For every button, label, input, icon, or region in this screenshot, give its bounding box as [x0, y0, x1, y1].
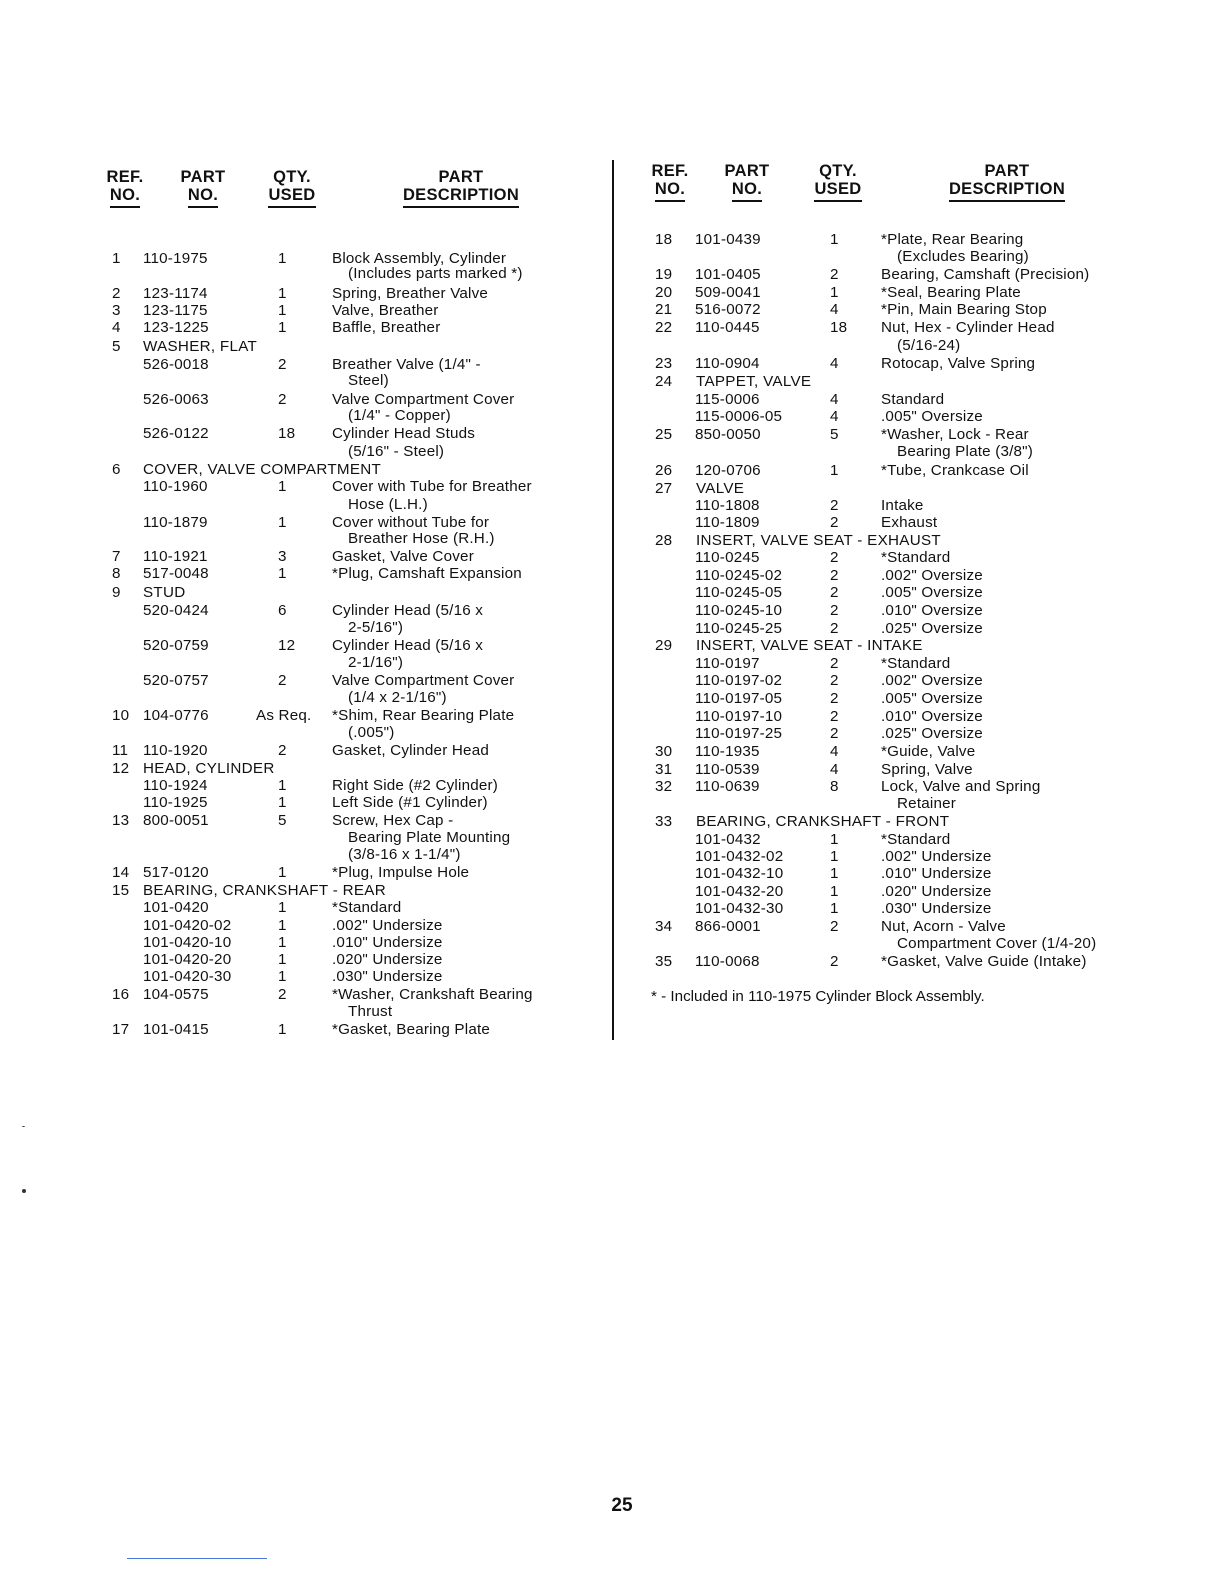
- qty-used: 1: [830, 848, 839, 865]
- part-number: 115-0006-05: [695, 408, 783, 425]
- part-number: 110-0197-02: [695, 672, 783, 689]
- qty-used: 18: [830, 319, 848, 336]
- part-number: 517-0048: [143, 565, 209, 582]
- header-part-no-line2: NO.: [188, 186, 218, 208]
- part-description: *Seal, Bearing Plate: [881, 284, 1021, 301]
- part-description: .025" Oversize: [881, 725, 983, 742]
- ref-number: 27: [655, 480, 673, 497]
- part-number: 110-0245-10: [695, 602, 783, 619]
- part-number: 526-0063: [143, 391, 209, 408]
- part-number: 104-0575: [143, 986, 209, 1003]
- qty-used: 4: [830, 355, 839, 372]
- part-description: Bearing, Camshaft (Precision): [881, 266, 1090, 283]
- part-number: 101-0415: [143, 1021, 209, 1038]
- part-description: *Plug, Camshaft Expansion: [332, 565, 522, 582]
- header-qty-line1: QTY.: [273, 168, 311, 186]
- group-title: BEARING, CRANKSHAFT - FRONT: [696, 813, 950, 830]
- qty-used: 1: [278, 777, 287, 794]
- part-description: Intake: [881, 497, 924, 514]
- part-description: Nut, Hex - Cylinder Head: [881, 319, 1055, 336]
- description-continued: Retainer: [897, 795, 957, 812]
- qty-used: 1: [278, 899, 287, 916]
- part-number: 509-0041: [695, 284, 761, 301]
- part-number: 120-0706: [695, 462, 761, 479]
- qty-used: 1: [830, 831, 839, 848]
- ref-number: 1: [112, 250, 121, 267]
- header-description-line2: DESCRIPTION: [949, 180, 1065, 202]
- part-description: .020" Undersize: [332, 951, 443, 968]
- part-number: 800-0051: [143, 812, 209, 829]
- ref-number: 30: [655, 743, 673, 760]
- qty-used: 2: [830, 725, 839, 742]
- group-title: WASHER, FLAT: [143, 338, 258, 355]
- part-number: 101-0420-02: [143, 917, 232, 934]
- part-description: .002" Undersize: [332, 917, 443, 934]
- part-number: 101-0420: [143, 899, 209, 916]
- qty-used: 4: [830, 743, 839, 760]
- header-description-line1: PART: [438, 168, 484, 186]
- qty-used: 4: [830, 301, 839, 318]
- part-number: 110-1975: [143, 250, 208, 267]
- header-part-no: [174, 168, 232, 208]
- part-description: *Washer, Lock - Rear: [881, 426, 1029, 443]
- part-number: 101-0420-10: [143, 934, 232, 951]
- part-number: 110-0197-05: [695, 690, 783, 707]
- description-continued: (5/16-24): [897, 337, 961, 354]
- ref-number: 21: [655, 301, 673, 318]
- group-title: TAPPET, VALVE: [696, 373, 812, 390]
- qty-used: 2: [278, 986, 287, 1003]
- part-description: *Gasket, Valve Guide (Intake): [881, 953, 1087, 970]
- qty-used: 1: [278, 917, 287, 934]
- description-continued: Bearing Plate (3/8"): [897, 443, 1034, 460]
- part-number: 110-1924: [143, 777, 208, 794]
- part-number: 101-0420-30: [143, 968, 232, 985]
- part-number: 520-0424: [143, 602, 209, 619]
- part-description: .005" Oversize: [881, 408, 983, 425]
- qty-used: 2: [278, 742, 287, 759]
- part-number: 516-0072: [695, 301, 761, 318]
- qty-used: 1: [830, 865, 839, 882]
- description-continued: Thrust: [348, 1003, 393, 1020]
- page-number: 25: [611, 1495, 633, 1516]
- part-number: 110-0245-25: [695, 620, 783, 637]
- qty-used: As Req.: [256, 707, 312, 724]
- part-number: 123-1175: [143, 302, 208, 319]
- part-description: Exhaust: [881, 514, 938, 531]
- part-description: .025" Oversize: [881, 620, 983, 637]
- qty-used: 2: [830, 918, 839, 935]
- part-number: 110-0245-05: [695, 584, 783, 601]
- ref-number: 25: [655, 426, 673, 443]
- part-number: 101-0432-02: [695, 848, 784, 865]
- qty-used: 1: [830, 900, 839, 917]
- qty-used: 4: [830, 391, 839, 408]
- qty-used: 1: [278, 514, 287, 531]
- part-description: Block Assembly, Cylinder: [332, 250, 507, 267]
- description-continued: (1/4 x 2-1/16"): [348, 689, 447, 706]
- qty-used: 1: [278, 285, 287, 302]
- qty-used: 1: [278, 478, 287, 495]
- group-title: BEARING, CRANKSHAFT - REAR: [143, 882, 386, 899]
- scan-edge-line: [127, 1558, 267, 1559]
- part-number: 110-1808: [695, 497, 760, 514]
- part-description: Cylinder Head Studs: [332, 425, 476, 442]
- ref-number: 17: [112, 1021, 130, 1038]
- part-description: .002" Oversize: [881, 567, 983, 584]
- part-description: Left Side (#1 Cylinder): [332, 794, 488, 811]
- part-number: 115-0006: [695, 391, 760, 408]
- part-number: 101-0432-10: [695, 865, 784, 882]
- part-number: 123-1225: [143, 319, 209, 336]
- part-description: *Standard: [881, 831, 951, 848]
- description-continued: (Includes parts marked *): [348, 265, 523, 282]
- part-description: .010" Oversize: [881, 708, 983, 725]
- part-number: 101-0432-20: [695, 883, 784, 900]
- part-description: Nut, Acorn - Valve: [881, 918, 1006, 935]
- qty-used: 2: [830, 584, 839, 601]
- part-description: Standard: [881, 391, 945, 408]
- part-description: Lock, Valve and Spring: [881, 778, 1041, 795]
- qty-used: 1: [278, 250, 287, 267]
- part-description: *Shim, Rear Bearing Plate: [332, 707, 515, 724]
- qty-used: 1: [278, 864, 287, 881]
- qty-used: 1: [278, 794, 287, 811]
- part-description: *Plate, Rear Bearing: [881, 231, 1024, 248]
- qty-used: 2: [830, 690, 839, 707]
- description-continued: Steel): [348, 372, 389, 389]
- part-number: 110-1935: [695, 743, 760, 760]
- part-number: 110-0245: [695, 549, 760, 566]
- qty-used: 2: [830, 266, 839, 283]
- ref-number: 9: [112, 584, 121, 601]
- header-part-no: [718, 162, 776, 202]
- header-qty-line1: QTY.: [819, 162, 857, 180]
- part-description: .002" Oversize: [881, 672, 983, 689]
- description-continued: (Excludes Bearing): [897, 248, 1029, 265]
- qty-used: 3: [278, 548, 287, 565]
- ref-number: 19: [655, 266, 673, 283]
- ref-number: 8: [112, 565, 121, 582]
- part-number: 104-0776: [143, 707, 209, 724]
- ref-number: 33: [655, 813, 673, 830]
- qty-used: 1: [278, 934, 287, 951]
- part-number: 110-0539: [695, 761, 760, 778]
- ref-number: 28: [655, 532, 673, 549]
- part-number: 110-1960: [143, 478, 208, 495]
- qty-used: 1: [830, 883, 839, 900]
- ref-number: 15: [112, 882, 130, 899]
- part-description: Valve Compartment Cover: [332, 391, 515, 408]
- ref-number: 16: [112, 986, 130, 1003]
- qty-used: 2: [830, 620, 839, 637]
- qty-used: 6: [278, 602, 287, 619]
- ref-number: 22: [655, 319, 673, 336]
- part-description: Cover without Tube for: [332, 514, 490, 531]
- header-ref-line1: REF.: [106, 168, 144, 186]
- part-description: Valve Compartment Cover: [332, 672, 515, 689]
- qty-used: 2: [278, 356, 287, 373]
- header-qty: [264, 168, 320, 208]
- ref-number: 31: [655, 761, 673, 778]
- header-qty-line2: USED: [814, 180, 861, 202]
- description-continued: (5/16" - Steel): [348, 443, 445, 460]
- part-description: Gasket, Cylinder Head: [332, 742, 489, 759]
- qty-used: 1: [278, 565, 287, 582]
- header-part-no-line1: PART: [724, 162, 770, 180]
- part-description: Breather Valve (1/4" -: [332, 356, 481, 373]
- part-number: 101-0432-30: [695, 900, 784, 917]
- qty-used: 1: [830, 462, 839, 479]
- part-number: 123-1174: [143, 285, 208, 302]
- qty-used: 2: [830, 708, 839, 725]
- part-number: 110-0197-25: [695, 725, 783, 742]
- ref-number: 32: [655, 778, 673, 795]
- part-number: 110-1879: [143, 514, 208, 531]
- ref-number: 34: [655, 918, 673, 935]
- part-number: 110-0068: [695, 953, 760, 970]
- ref-number: 26: [655, 462, 673, 479]
- part-number: 110-0197: [695, 655, 760, 672]
- part-description: Spring, Valve: [881, 761, 973, 778]
- header-part-no-line1: PART: [180, 168, 226, 186]
- ref-number: 20: [655, 284, 673, 301]
- description-continued: Bearing Plate Mounting: [348, 829, 511, 846]
- description-continued: 2-1/16"): [348, 654, 404, 671]
- header-ref-line2: NO.: [655, 180, 685, 202]
- qty-used: 4: [830, 408, 839, 425]
- part-description: Spring, Breather Valve: [332, 285, 489, 302]
- qty-used: 1: [278, 319, 287, 336]
- qty-used: 18: [278, 425, 296, 442]
- part-number: 110-1809: [695, 514, 760, 531]
- part-number: 110-0197-10: [695, 708, 783, 725]
- part-description: Valve, Breather: [332, 302, 439, 319]
- header-description-line2: DESCRIPTION: [403, 186, 519, 208]
- qty-used: 8: [830, 778, 839, 795]
- group-title: INSERT, VALVE SEAT - EXHAUST: [696, 532, 941, 549]
- description-continued: (3/8-16 x 1-1/4"): [348, 846, 461, 863]
- part-description: *Standard: [332, 899, 402, 916]
- part-number: 526-0018: [143, 356, 209, 373]
- part-number: 520-0757: [143, 672, 209, 689]
- qty-used: 5: [278, 812, 287, 829]
- part-number: 101-0439: [695, 231, 761, 248]
- description-continued: (1/4" - Copper): [348, 407, 451, 424]
- part-description: Baffle, Breather: [332, 319, 441, 336]
- part-number: 110-1921: [143, 548, 208, 565]
- part-number: 101-0432: [695, 831, 761, 848]
- part-description: .005" Oversize: [881, 690, 983, 707]
- qty-used: 1: [278, 1021, 287, 1038]
- group-title: VALVE: [696, 480, 745, 497]
- part-number: 110-0639: [695, 778, 760, 795]
- header-ref: [649, 162, 691, 202]
- ref-number: 3: [112, 302, 121, 319]
- part-description: Cover with Tube for Breather: [332, 478, 532, 495]
- qty-used: 1: [278, 968, 287, 985]
- qty-used: 4: [830, 761, 839, 778]
- group-title: INSERT, VALVE SEAT - INTAKE: [696, 637, 923, 654]
- qty-used: 2: [278, 391, 287, 408]
- qty-used: 2: [830, 567, 839, 584]
- ref-number: 35: [655, 953, 673, 970]
- part-number: 101-0405: [695, 266, 761, 283]
- header-description: [396, 168, 526, 208]
- ref-number: 24: [655, 373, 673, 390]
- part-description: Rotocap, Valve Spring: [881, 355, 1036, 372]
- ref-number: 12: [112, 760, 130, 777]
- part-number: 101-0420-20: [143, 951, 232, 968]
- ref-number: 4: [112, 319, 121, 336]
- ref-number: 14: [112, 864, 130, 881]
- qty-used: 12: [278, 637, 296, 654]
- part-number: 850-0050: [695, 426, 761, 443]
- group-title: STUD: [143, 584, 186, 601]
- scan-speck: [22, 1189, 26, 1193]
- part-description: Cylinder Head (5/16 x: [332, 602, 484, 619]
- ref-number: 13: [112, 812, 130, 829]
- part-number: 110-0245-02: [695, 567, 783, 584]
- qty-used: 2: [830, 514, 839, 531]
- part-description: *Guide, Valve: [881, 743, 976, 760]
- header-qty: [810, 162, 866, 202]
- part-description: .010" Undersize: [881, 865, 992, 882]
- qty-used: 1: [278, 951, 287, 968]
- qty-used: 2: [830, 953, 839, 970]
- header-ref-line1: REF.: [651, 162, 689, 180]
- qty-used: 1: [830, 231, 839, 248]
- qty-used: 2: [830, 655, 839, 672]
- part-description: .002" Undersize: [881, 848, 992, 865]
- header-ref: [104, 168, 146, 208]
- part-number: 526-0122: [143, 425, 209, 442]
- ref-number: 23: [655, 355, 673, 372]
- header-part-no-line2: NO.: [732, 180, 762, 202]
- part-description: .030" Undersize: [881, 900, 992, 917]
- description-continued: Breather Hose (R.H.): [348, 530, 495, 547]
- ref-number: 6: [112, 461, 121, 478]
- group-title: HEAD, CYLINDER: [143, 760, 275, 777]
- header-description-line1: PART: [984, 162, 1030, 180]
- part-description: .010" Undersize: [332, 934, 443, 951]
- part-description: *Gasket, Bearing Plate: [332, 1021, 491, 1038]
- part-description: .020" Undersize: [881, 883, 992, 900]
- part-number: 110-0445: [695, 319, 760, 336]
- part-description: .030" Undersize: [332, 968, 443, 985]
- header-ref-line2: NO.: [110, 186, 140, 208]
- part-number: 110-1925: [143, 794, 208, 811]
- ref-number: 11: [112, 742, 129, 759]
- qty-used: 2: [278, 672, 287, 689]
- header-qty-line2: USED: [268, 186, 315, 208]
- part-description: .010" Oversize: [881, 602, 983, 619]
- ref-number: 5: [112, 338, 121, 355]
- part-description: *Standard: [881, 655, 951, 672]
- qty-used: 2: [830, 672, 839, 689]
- part-number: 866-0001: [695, 918, 761, 935]
- part-description: Cylinder Head (5/16 x: [332, 637, 484, 654]
- part-description: .005" Oversize: [881, 584, 983, 601]
- ref-number: 7: [112, 548, 121, 565]
- qty-used: 1: [278, 302, 287, 319]
- part-description: Right Side (#2 Cylinder): [332, 777, 499, 794]
- ref-number: 18: [655, 231, 673, 248]
- part-description: *Washer, Crankshaft Bearing: [332, 986, 533, 1003]
- qty-used: 2: [830, 549, 839, 566]
- ref-number: 29: [655, 637, 673, 654]
- part-description: *Pin, Main Bearing Stop: [881, 301, 1047, 318]
- scan-speck: [22, 1126, 25, 1127]
- qty-used: 2: [830, 602, 839, 619]
- description-continued: Hose (L.H.): [348, 496, 428, 513]
- column-divider: [612, 160, 614, 1040]
- part-description: Gasket, Valve Cover: [332, 548, 474, 565]
- description-continued: Compartment Cover (1/4-20): [897, 935, 1097, 952]
- ref-number: 10: [112, 707, 130, 724]
- qty-used: 1: [830, 284, 839, 301]
- ref-number: 2: [112, 285, 121, 302]
- header-description: [942, 162, 1072, 202]
- description-continued: 2-5/16"): [348, 619, 404, 636]
- footnote: * - Included in 110-1975 Cylinder Block Assembly.: [651, 988, 985, 1005]
- part-description: *Standard: [881, 549, 951, 566]
- qty-used: 2: [830, 497, 839, 514]
- part-description: *Tube, Crankcase Oil: [881, 462, 1029, 479]
- qty-used: 5: [830, 426, 839, 443]
- part-description: Screw, Hex Cap -: [332, 812, 454, 829]
- description-continued: (.005"): [348, 724, 395, 741]
- part-number: 517-0120: [143, 864, 209, 881]
- part-number: 110-0904: [695, 355, 760, 372]
- part-description: *Plug, Impulse Hole: [332, 864, 470, 881]
- part-number: 520-0759: [143, 637, 209, 654]
- group-title: COVER, VALVE COMPARTMENT: [143, 461, 382, 478]
- part-number: 110-1920: [143, 742, 208, 759]
